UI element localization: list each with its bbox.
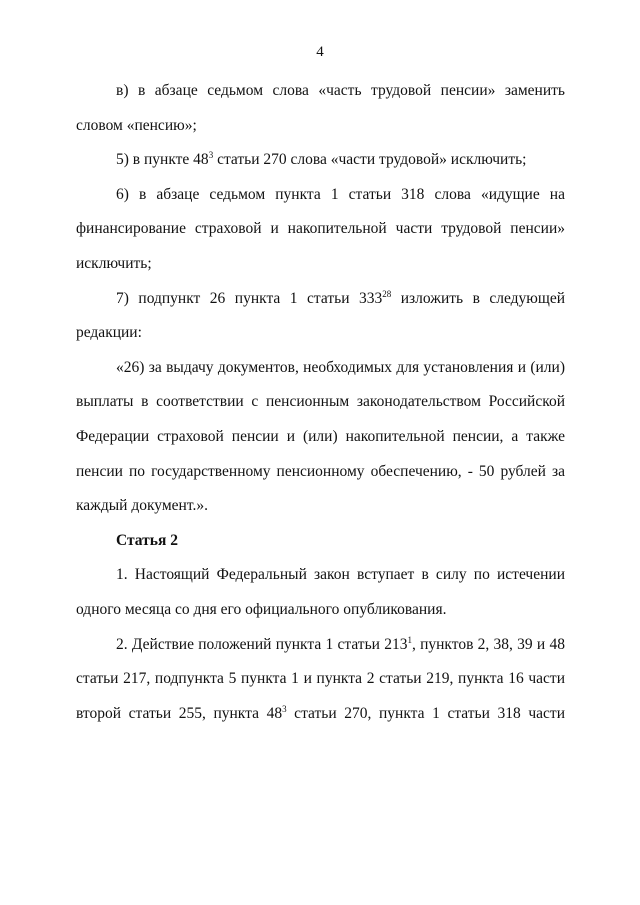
paragraph-item-5-text-end: статьи 270 слова «части трудовой» исключить;: [213, 151, 527, 169]
superscript-3-second: 3: [282, 703, 287, 714]
paragraph-item-6: 6) в абзаце седьмом пункта 1 статьи 318 слова «идущие на финансирование страховой и накопительной части трудовой пенсии» исключить;: [76, 185, 565, 272]
paragraph-article-2-part-2-text-middle: , пунктов 2, 38, 39 и 48 статьи 217, подпункта 5 пункта 1 и пункта 2 статьи 219, пункта 16 части второй статьи 255, пункта 48: [76, 635, 565, 722]
page-number: 4: [316, 44, 324, 60]
paragraph-article-2-part-1: 1. Настоящий Федеральный закон вступает в силу по истечении одного месяца со дня его официального опубликования.: [76, 566, 565, 618]
paragraph-item-5: [76, 143, 565, 178]
paragraph-item-7: [76, 282, 565, 351]
paragraph-amendment-v: в) в абзаце седьмом слова «часть трудовой пенсии» заменить словом «пенсию»;: [76, 82, 565, 134]
paragraph-article-2-part-2-text-start: 2. Действие положений пункта 1 статьи 213: [116, 635, 408, 653]
paragraph-item-7-text-start: 7) подпункт 26 пункта 1 статьи 333: [116, 289, 383, 307]
superscript-1: 1: [407, 634, 412, 645]
paragraph-item-7-text-end: изложить в следующей редакции:: [76, 289, 565, 342]
superscript-28: 28: [382, 288, 392, 299]
article-2-heading: Статья 2: [116, 531, 178, 549]
document-body: [76, 74, 565, 731]
paragraph-item-5-text-start: 5) в пункте 48: [116, 151, 209, 169]
paragraph-article-2-part-2-text-end: статьи 270, пункта 1 статьи 318 части: [286, 704, 565, 722]
paragraph-article-2-part-2: [76, 628, 565, 732]
superscript-3: 3: [208, 150, 214, 161]
paragraph-quoted-26: «26) за выдачу документов, необходимых для установления и (или) выплаты в соответствии с пенсионным законодательством Российской Федерации страховой пенсии и (или) накопительной пенсии, а также пенсии по государственному пенсионному обеспечению, - 50 рублей за каждый документ.».: [76, 358, 565, 515]
